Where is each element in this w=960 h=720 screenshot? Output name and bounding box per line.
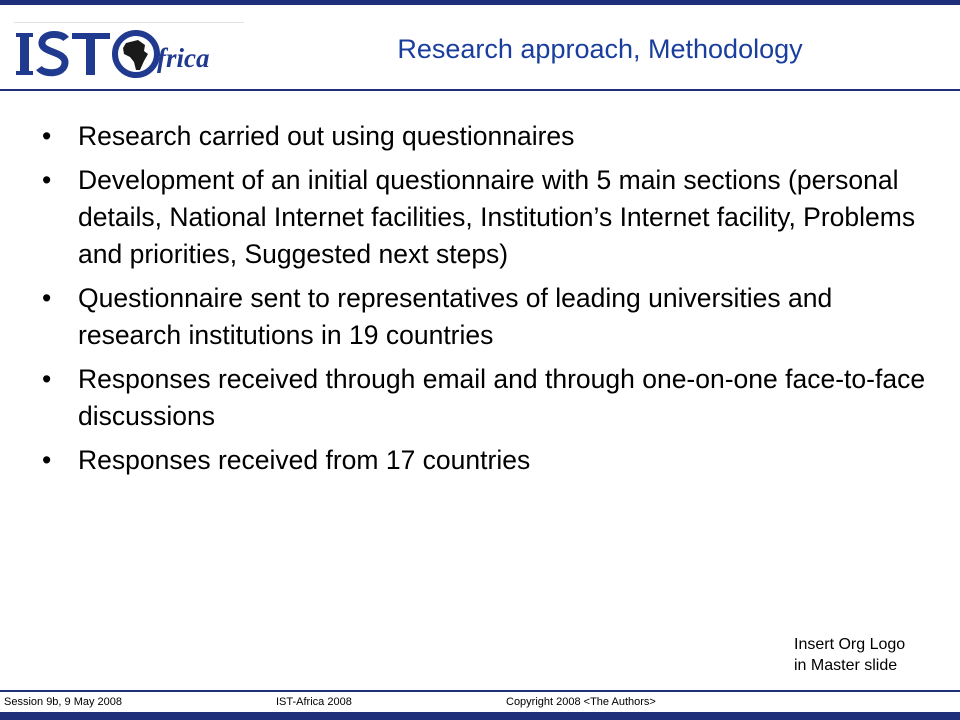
- bullet-icon: •: [42, 165, 52, 195]
- bullet-icon: •: [42, 364, 52, 394]
- bullet-icon: •: [42, 121, 52, 151]
- bullet-text: Research carried out using questionnaires: [78, 121, 575, 151]
- list-item: [42, 361, 942, 435]
- svg-text:frica: frica: [157, 43, 210, 73]
- footer-divider: [0, 690, 960, 692]
- org-logo-placeholder: [794, 634, 954, 676]
- bullet-icon: •: [42, 445, 52, 475]
- footer-copyright: Copyright 2008 <The Authors>: [506, 696, 656, 708]
- footer-session: Session 9b, 9 May 2008: [4, 696, 123, 708]
- list-item: [42, 442, 942, 479]
- list-item: [42, 280, 942, 354]
- ist-africa-logo-graphic: [14, 23, 244, 85]
- ist-africa-logo: [14, 22, 244, 85]
- bullet-icon: •: [42, 283, 52, 313]
- org-logo-note-line2: in Master slide: [794, 657, 898, 674]
- top-border-bar: [0, 0, 960, 5]
- page-title: Research approach, Methodology: [397, 34, 803, 64]
- bullet-text: Questionnaire sent to representatives of leading universities and research institutions in 19 countries: [78, 283, 833, 350]
- bottom-border-bar: [0, 712, 960, 720]
- bullet-text: Responses received through email and through one-on-one face-to-face discussions: [78, 364, 926, 431]
- footer-event: IST-Africa 2008: [276, 696, 352, 708]
- list-item: [42, 162, 942, 273]
- bullet-list: [42, 118, 942, 486]
- footer: [0, 696, 960, 710]
- bullet-text: Responses received from 17 countries: [78, 445, 531, 475]
- bullet-text: Development of an initial questionnaire with 5 main sections (personal details, National Internet facilities, Institution’s Internet facility, Problems and priorities, Suggested next steps): [78, 165, 916, 269]
- org-logo-note-line1: Insert Org Logo: [794, 636, 906, 653]
- list-item: [42, 118, 942, 155]
- title-divider: [0, 89, 960, 91]
